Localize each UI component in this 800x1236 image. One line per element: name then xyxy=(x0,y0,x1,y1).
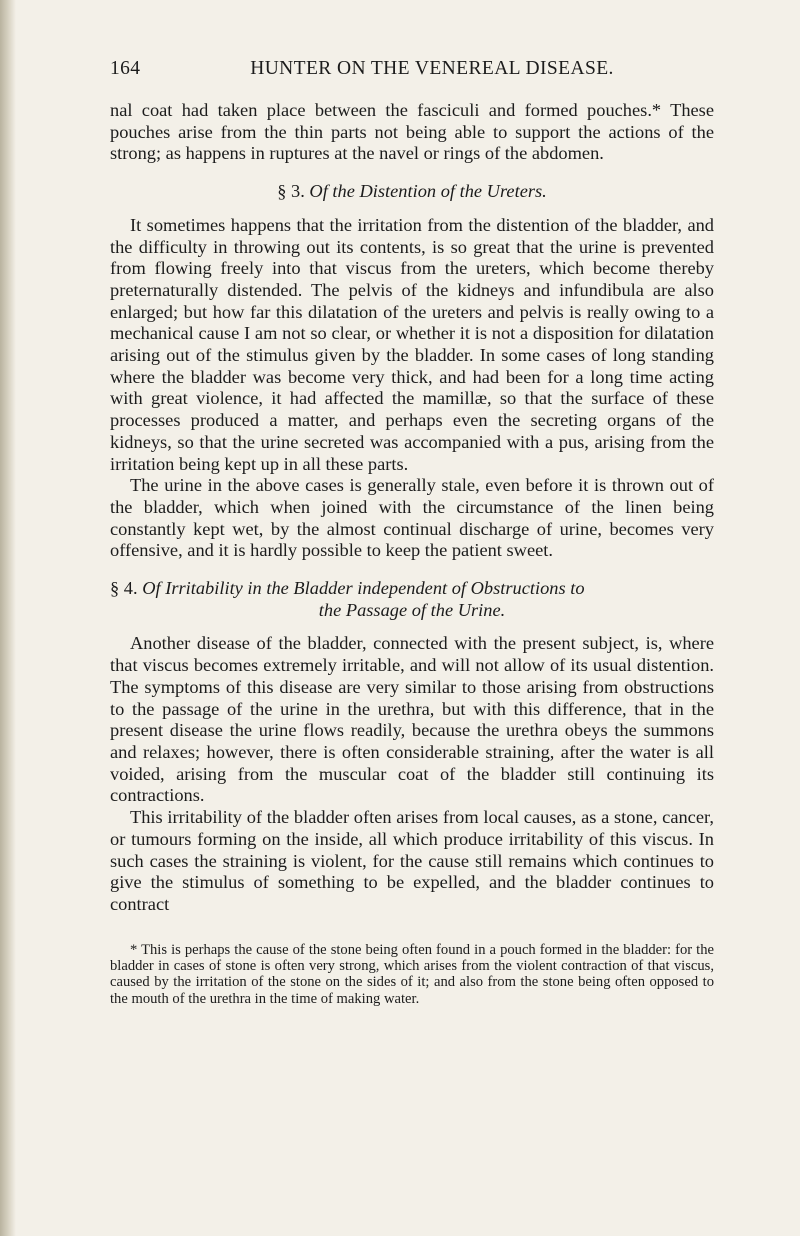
section-3-paragraph-2: The urine in the above cases is generally stale, even before it is thrown out of the bladder, which when joined with the circumstance of the linen being constantly kept wet, by the almost continual discharge of urine, becomes very offensive, and it is hardly possible to keep the patient sweet. xyxy=(110,475,714,561)
section-3-heading xyxy=(110,181,714,203)
page-number: 164 xyxy=(110,58,141,79)
section-4-number: § 4. xyxy=(110,578,138,599)
paragraph-continued: nal coat had taken place between the fasciculi and formed pouches.* These pouches arise from the thin parts not being able to support the actions of the strong; as happens in ruptures at the navel or rings of the abdomen. xyxy=(110,100,714,164)
section-4-title-line-1: Of Irritability in the Bladder independent of Obstructions to xyxy=(142,578,585,599)
section-4-heading xyxy=(110,578,714,621)
running-title: HUNTER ON THE VENEREAL DISEASE. xyxy=(250,58,614,79)
section-4-title-line-2: the Passage of the Urine. xyxy=(318,599,506,620)
footnote: * This is perhaps the cause of the stone being often found in a pouch formed in the bladder: for the bladder in cases of stone is often very strong, which arises from the violent contraction of that viscus, caused by the irritation of the stone on the sides of it; and also from the stone being often opposed to the mouth of the urethra in the time of making water. xyxy=(110,941,714,1007)
book-page xyxy=(110,58,714,1007)
page-binding-edge xyxy=(0,0,16,1236)
section-4-paragraph-1: Another disease of the bladder, connected with the present subject, is, where that viscus becomes extremely irritable, and will not allow of its usual distention. The symptoms of this disease are very similar to those arising from obstructions to the passage of the urine in the urethra, but with this difference, that in the present disease the urine flows readily, because the urethra obeys the summons and relaxes; however, there is often considerable straining, after the water is all voided, arising from the muscular coat of the bladder still continuing its contractions. xyxy=(110,633,714,806)
section-3-paragraph-1: It sometimes happens that the irritation from the distention of the bladder, and the difficulty in throwing out its contents, is so great that the urine is prevented from flowing freely into that viscus from the ureters, which become thereby preternaturally distended. The pelvis of the kidneys and infundibula are also enlarged; but how far this dilatation of the ureters and pelvis is really owing to a mechanical cause I am not so clear, or whether it is not a disposition for dilatation arising out of the stimulus given by the bladder. In some cases of long standing where the bladder was become very thick, and had been for a long time acting with great violence, it had affected the mamillæ, so that the surface of these processes produced a matter, and perhaps even the secreting organs of the kidneys, so that the urine secreted was accompanied with a pus, arising from the irritation being kept up in all these parts. xyxy=(110,214,714,474)
running-head xyxy=(110,58,714,88)
body-text xyxy=(110,100,714,916)
section-3-number: § 3. xyxy=(277,181,305,202)
section-3-title: Of the Distention of the Ureters. xyxy=(309,181,547,202)
section-4-paragraph-2: This irritability of the bladder often arises from local causes, as a stone, cancer, or tumours forming on the inside, all which produce irritability of this viscus. In such cases the straining is violent, for the cause still remains which continues to give the stimulus of something to be expelled, and the bladder continues to contract xyxy=(110,807,714,914)
